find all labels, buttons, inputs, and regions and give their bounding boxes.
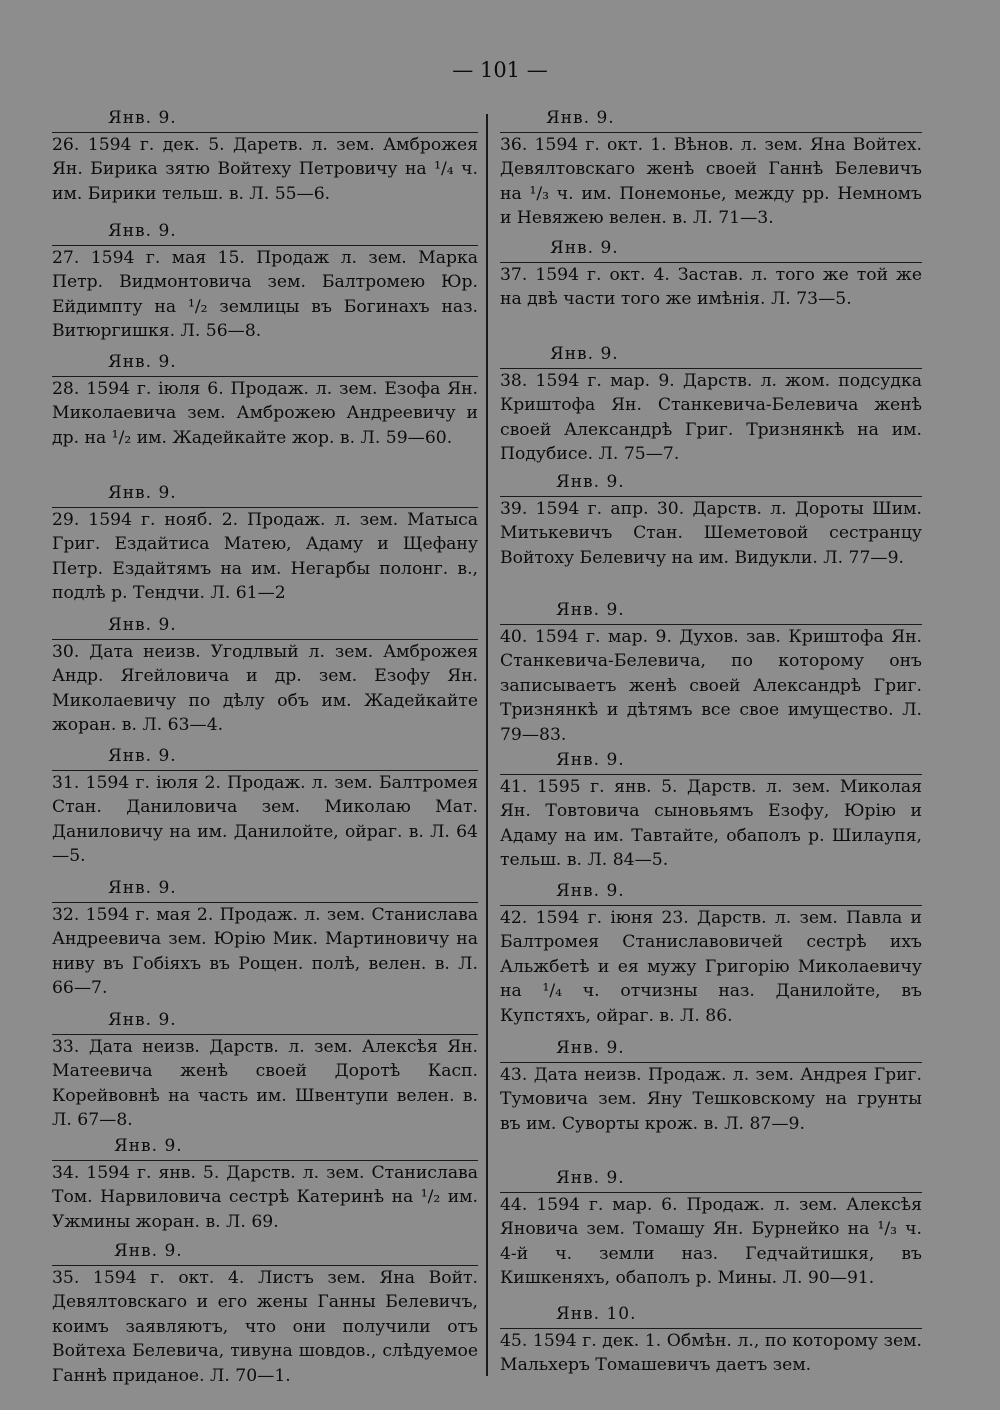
archive-reference: Янв. 9. — [556, 750, 625, 770]
entry-text: 35. 1594 г. окт. 4. Листъ зем. Яна Войт. Девялтовскаго и его жены Ганны Белевичъ, коимъ заявляютъ, что они получили отъ Войтеха Белевича, тивуна шовдов., слѣдуемое Ганнѣ приданое. Л. 70—1. — [52, 1265, 478, 1388]
entry-text: 39. 1594 г. апр. 30. Дарств. л. Дороты Шим. Митькевичъ Стан. Шеметовой сестранцу Войтоху Белевичу на им. Видукли. Л. 77—9. — [500, 496, 922, 570]
entry-text: 29. 1594 г. нояб. 2. Продаж. л. зем. Матыса Григ. Ездайтиса Матею, Адаму и Щефану Петр. Ездайтямъ на им. Негарбы полонг. в., подлѣ р. Тендчи. Л. 61—2 — [52, 507, 478, 606]
archive-reference: Янв. 9. — [556, 1168, 625, 1188]
entry-text: 38. 1594 г. мар. 9. Дарств. л. жом. подсудка Криштофа Ян. Станкевича-Белевича женѣ своей Александрѣ Григ. Тризнянкѣ на им. Подубисе. Л. 75—7. — [500, 368, 922, 467]
archive-reference: Янв. 9. — [108, 108, 177, 128]
entry-44 — [500, 1168, 922, 1291]
archive-reference: Янв. 9. — [556, 600, 625, 620]
entry-text: 43. Дата неизв. Продаж. л. зем. Андрея Григ. Тумовича зем. Яну Тешковскому на грунты въ им. Суворты крож. в. Л. 87—9. — [500, 1062, 922, 1136]
entry-text: 45. 1594 г. дек. 1. Обмѣн. л., по которому зем. Мальхеръ Томашевичъ даетъ зем. — [500, 1328, 922, 1378]
archive-reference: Янв. 9. — [108, 878, 177, 898]
entry-text: 36. 1594 г. окт. 1. Вѣнов. л. зем. Яна Войтех. Девялтовскаго женѣ своей Ганнѣ Белевичъ на ¹/₃ ч. им. Понемонье, между рр. Немномъ и Невяжею велен. в. Л. 71—3. — [500, 132, 922, 231]
entry-42 — [500, 881, 922, 1028]
entry-text: 40. 1594 г. мар. 9. Духов. зав. Криштофа Ян. Станкевича-Белевича, по которому онъ записываетъ женѣ своей Александрѣ Григ. Тризнянкѣ и дѣтямъ все свое имущество. Л. 79—83. — [500, 624, 922, 747]
entry-41 — [500, 750, 922, 873]
entry-text: 41. 1595 г. янв. 5. Дарств. л. зем. Миколая Ян. Товтовича сыновьямъ Езофу, Юрію и Адаму на им. Тавтайте, обаполъ р. Шилаупя, тельш. в. Л. 84—5. — [500, 774, 922, 873]
entry-35 — [52, 1241, 478, 1388]
entry-text: 33. Дата неизв. Дарств. л. зем. Алексѣя Ян. Матеевича женѣ своей Доротѣ Касп. Корейвовнѣ на часть им. Швентупи велен. в. Л. 67—8. — [52, 1034, 478, 1133]
entry-text: 30. Дата неизв. Угодлвый л. зем. Амброжея Андр. Ягейловича и др. зем. Езофу Ян. Миколаевичу по дѣлу объ им. Жадейкайте жоран. в. Л. 63—4. — [52, 639, 478, 738]
page-number: — 101 — — [452, 58, 548, 82]
entry-43 — [500, 1038, 922, 1136]
entry-text: 28. 1594 г. іюля 6. Продаж. л. зем. Езофа Ян. Миколаевича зем. Амброжею Андреевичу и др. на ¹/₂ им. Жадейкайте жор. в. Л. 59—60. — [52, 376, 478, 450]
archive-reference: Янв. 9. — [108, 483, 177, 503]
entry-33 — [52, 1010, 478, 1133]
archive-reference: Янв. 9. — [114, 1241, 183, 1261]
entry-40 — [500, 600, 922, 747]
entry-text: 44. 1594 г. мар. 6. Продаж. л. зем. Алексѣя Яновича зем. Томашу Ян. Бурнейко на ¹/₃ ч. 4-й ч. земли наз. Гедчайтишкя, въ Кишкеняхъ, обаполъ р. Мины. Л. 90—91. — [500, 1192, 922, 1291]
entry-30 — [52, 615, 478, 738]
archive-reference: Янв. 9. — [550, 238, 619, 258]
entry-26 — [52, 108, 478, 206]
entry-39 — [500, 472, 922, 570]
entry-37 — [500, 238, 922, 312]
archive-reference: Янв. 9. — [108, 352, 177, 372]
archive-reference: Янв. 10. — [556, 1304, 637, 1324]
column-divider — [486, 114, 488, 1376]
entry-text: 37. 1594 г. окт. 4. Застав. л. того же той же на двѣ части того же имѣнія. Л. 73—5. — [500, 262, 922, 312]
entry-text: 31. 1594 г. іюля 2. Продаж. л. зем. Балтромея Стан. Даниловича зем. Миколаю Мат. Даниловичу на им. Данилойте, ойраг. в. Л. 64—5. — [52, 770, 478, 869]
archive-reference: Янв. 9. — [114, 1136, 183, 1156]
archive-reference: Янв. 9. — [108, 221, 177, 241]
entry-text: 27. 1594 г. мая 15. Продаж л. зем. Марка Петр. Видмонтовича зем. Балтромею Юр. Ейдимпту на ¹/₂ землицы въ Богинахъ наз. Витюргишкя. Л. 56—8. — [52, 245, 478, 344]
archive-reference: Янв. 9. — [556, 881, 625, 901]
entry-36 — [500, 108, 922, 231]
archive-reference: Янв. 9. — [108, 615, 177, 635]
entry-32 — [52, 878, 478, 1001]
entry-29 — [52, 483, 478, 606]
archive-reference: Янв. 9. — [546, 108, 615, 128]
archive-reference: Янв. 9. — [556, 472, 625, 492]
entry-28 — [52, 352, 478, 450]
archive-reference: Янв. 9. — [108, 746, 177, 766]
entry-38 — [500, 344, 922, 467]
entry-text: 34. 1594 г. янв. 5. Дарств. л. зем. Станислава Том. Нарвиловича сестрѣ Катеринѣ на ¹/₂ им. Ужмины жоран. в. Л. 69. — [52, 1160, 478, 1234]
entry-text: 42. 1594 г. іюня 23. Дарств. л. зем. Павла и Балтромея Станиславовичей сестрѣ ихъ Альжбетѣ и ея мужу Григорію Миколаевичу на ¹/₄ ч. отчизны наз. Данилойте, въ Купстяхъ, ойраг. в. Л. 86. — [500, 905, 922, 1028]
entry-34 — [52, 1136, 478, 1234]
entry-45 — [500, 1304, 922, 1378]
archive-reference: Янв. 9. — [550, 344, 619, 364]
entry-31 — [52, 746, 478, 869]
entry-27 — [52, 221, 478, 344]
entry-text: 26. 1594 г. дек. 5. Даретв. л. зем. Амброжея Ян. Бирика зятю Войтеху Петровичу на ¹/₄ ч. им. Бирики тельш. в. Л. 55—6. — [52, 132, 478, 206]
archive-reference: Янв. 9. — [556, 1038, 625, 1058]
archive-reference: Янв. 9. — [108, 1010, 177, 1030]
entry-text: 32. 1594 г. мая 2. Продаж. л. зем. Станислава Андреевича зем. Юрію Мик. Мартиновичу на ниву въ Гобіяхъ въ Рощен. полѣ, велен. в. Л. 66—7. — [52, 902, 478, 1001]
